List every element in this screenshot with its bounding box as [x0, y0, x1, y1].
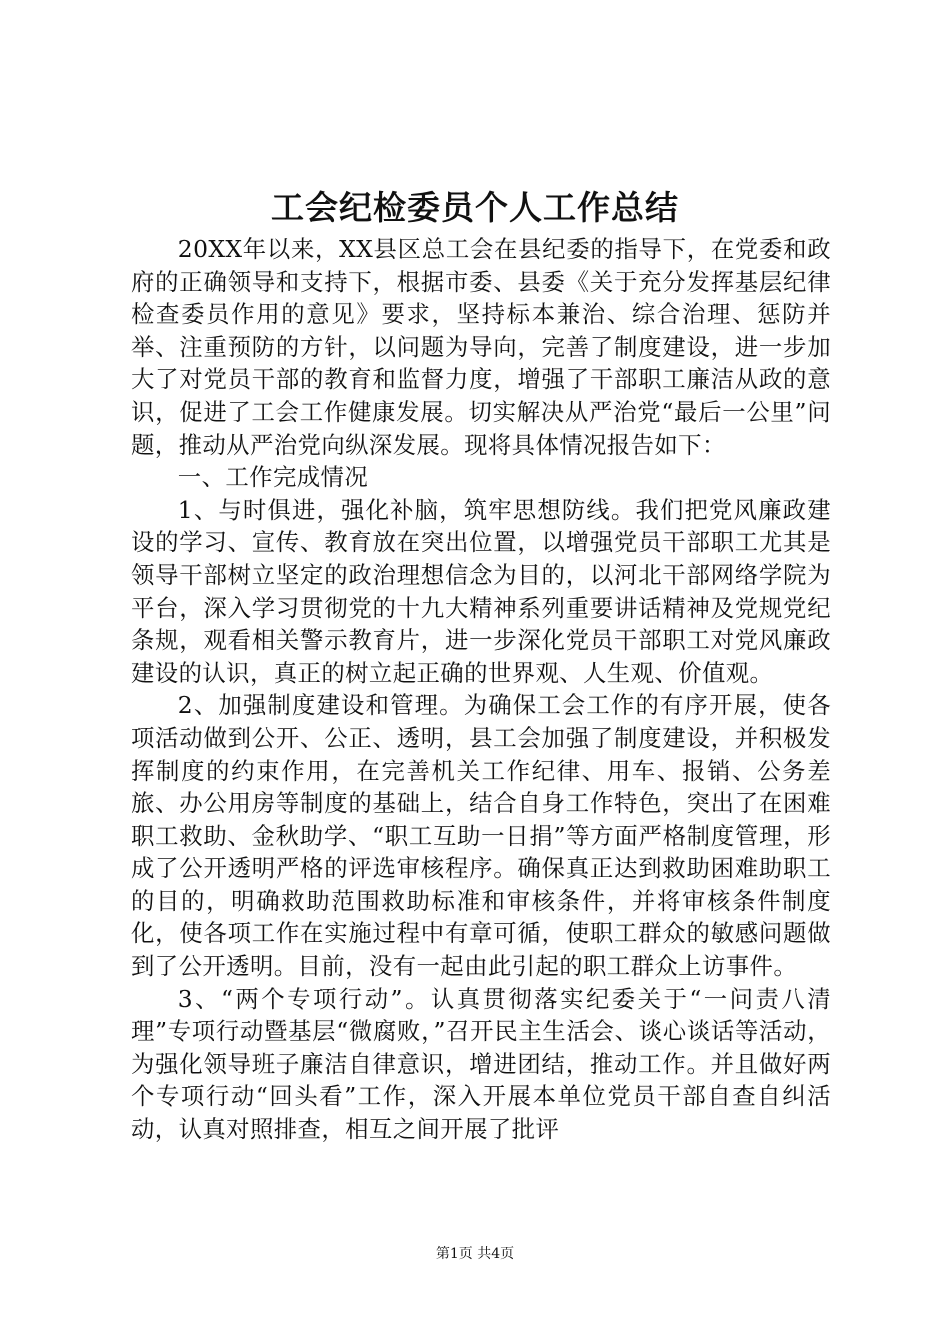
document-title: 工会纪检委员个人工作总结 [271, 188, 679, 227]
paragraph-item-2: 2、加强制度建设和管理。为确保工会工作的有序开展，使各项活动做到公开、公正、透明，县工会加强了制度建设，并积极发挥制度的约束作用，在完善机关工作纪律、用车、报销、公务差旅、办公用房等制度的基础上，结合自身工作特色，突出了在困难职工救助、金秋助学、“职工互助一日捐”等方面严格制度管理，形成了公开透明严格的评选审核程序。确保真正达到救助困难助职工的目的，明确救助范围救助标准和审核条件，并将审核条件制度化，使各项工作在实施过程中有章可循，使职工群众的敏感问题做到了公开透明。目前，没有一起由此引起的职工群众上访事件。 [131, 691, 831, 981]
paragraph-intro: 20XX年以来，XX县区总工会在县纪委的指导下，在党委和政府的正确领导和支持下，根据市委、县委《关于充分发挥基层纪律检查委员作用的意见》要求，坚持标本兼治、综合治理、惩防并举、注重预防的方针，以问题为导向，完善了制度建设，进一步加大了对党员干部的教育和监督力度，增强了干部职工廉洁从政的意识，促进了工会工作健康发展。切实解决从严治党“最后一公里”问题，推动从严治党向纵深发展。现将具体情况报告如下： [131, 235, 831, 459]
paragraph-item-1: 1、与时俱进，强化补脑，筑牢思想防线。我们把党风廉政建设的学习、宣传、教育放在突出位置，以增强党员干部职工尤其是领导干部树立坚定的政治理想信念为目的，以河北干部网络学院为平台，深入学习贯彻党的十九大精神系列重要讲话精神及党规党纪条规，观看相关警示教育片，进一步深化党员干部职工对党风廉政建设的认识，真正的树立起正确的世界观、人生观、价值观。 [131, 495, 831, 687]
paragraph-item-3: 3、“两个专项行动”。认真贯彻落实纪委关于“一问责八清理”专项行动暨基层“微腐败，”召开民主生活会、谈心谈话等活动，为强化领导班子廉洁自律意识，增进团结，推动工作。并且做好两个专项行动“回头看”工作，深入开展本单位党员干部自查自纠活动，认真对照排查，相互之间开展了批评 [131, 984, 831, 1144]
section-heading: 一、工作完成情况 [177, 463, 369, 492]
document-body [131, 233, 831, 1146]
page-number-footer: 第1页 共4页 [435, 1246, 515, 1262]
